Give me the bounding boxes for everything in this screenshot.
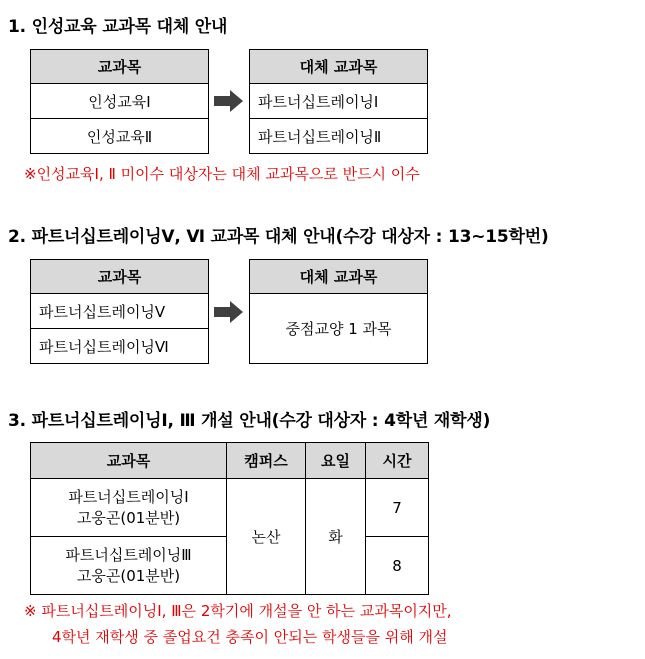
section1-replacement-table — [249, 49, 428, 154]
section3-note-line1: ※ 파트너십트레이닝Ⅰ, Ⅲ은 2학기에 개설을 안 하는 교과목이지만, — [24, 602, 452, 620]
day-cell: 화 — [306, 479, 366, 595]
table-row — [31, 479, 429, 537]
right-arrow-icon — [214, 90, 244, 112]
header-day: 요일 — [306, 443, 366, 479]
course-name: 파트너십트레이닝Ⅰ — [68, 487, 189, 506]
right-arrow-icon — [214, 301, 244, 323]
course-cell — [31, 537, 227, 595]
course-header: 교과목 — [31, 260, 209, 294]
course-section: 고웅곤(01분반) — [76, 508, 181, 527]
header-campus: 캠퍼스 — [227, 443, 306, 479]
course-cell: 파트너십트레이닝Ⅵ — [31, 329, 209, 364]
header-course: 교과목 — [31, 443, 227, 479]
time-cell: 8 — [366, 537, 429, 595]
course-cell — [31, 479, 227, 537]
section2-course-table — [30, 259, 209, 364]
course-cell: 인성교육Ⅱ — [31, 119, 209, 154]
section3-schedule-table — [30, 442, 429, 595]
course-name: 파트너십트레이닝Ⅲ — [65, 545, 192, 564]
section3-title: 3. 파트너십트레이닝Ⅰ, Ⅲ 개설 안내(수강 대상자 : 4학년 재학생) — [8, 411, 491, 431]
section1-title: 1. 인성교육 교과목 대체 안내 — [8, 17, 228, 37]
replacement-cell: 중점교양 1 과목 — [250, 294, 428, 364]
replacement-header: 대체 교과목 — [250, 50, 428, 84]
section1-course-table — [30, 49, 209, 154]
section2-replacement-table — [249, 259, 428, 364]
course-cell: 파트너십트레이닝Ⅴ — [31, 294, 209, 329]
section3-note-line2: 4학년 재학생 중 졸업요건 충족이 안되는 학생들을 위해 개설 — [52, 628, 448, 646]
section2-title: 2. 파트너십트레이닝Ⅴ, Ⅵ 교과목 대체 안내(수강 대상자 : 13~15학번) — [8, 227, 549, 247]
header-time: 시간 — [366, 443, 429, 479]
course-section: 고웅곤(01분반) — [76, 566, 181, 585]
course-header: 교과목 — [31, 50, 209, 84]
course-cell: 인성교육Ⅰ — [31, 84, 209, 119]
section1-note: ※인성교육Ⅰ, Ⅱ 미이수 대상자는 대체 교과목으로 반드시 이수 — [24, 165, 420, 183]
campus-cell: 논산 — [227, 479, 306, 595]
replacement-cell: 파트너십트레이닝Ⅰ — [250, 84, 428, 119]
replacement-cell: 파트너십트레이닝Ⅱ — [250, 119, 428, 154]
time-cell: 7 — [366, 479, 429, 537]
replacement-header: 대체 교과목 — [250, 260, 428, 294]
